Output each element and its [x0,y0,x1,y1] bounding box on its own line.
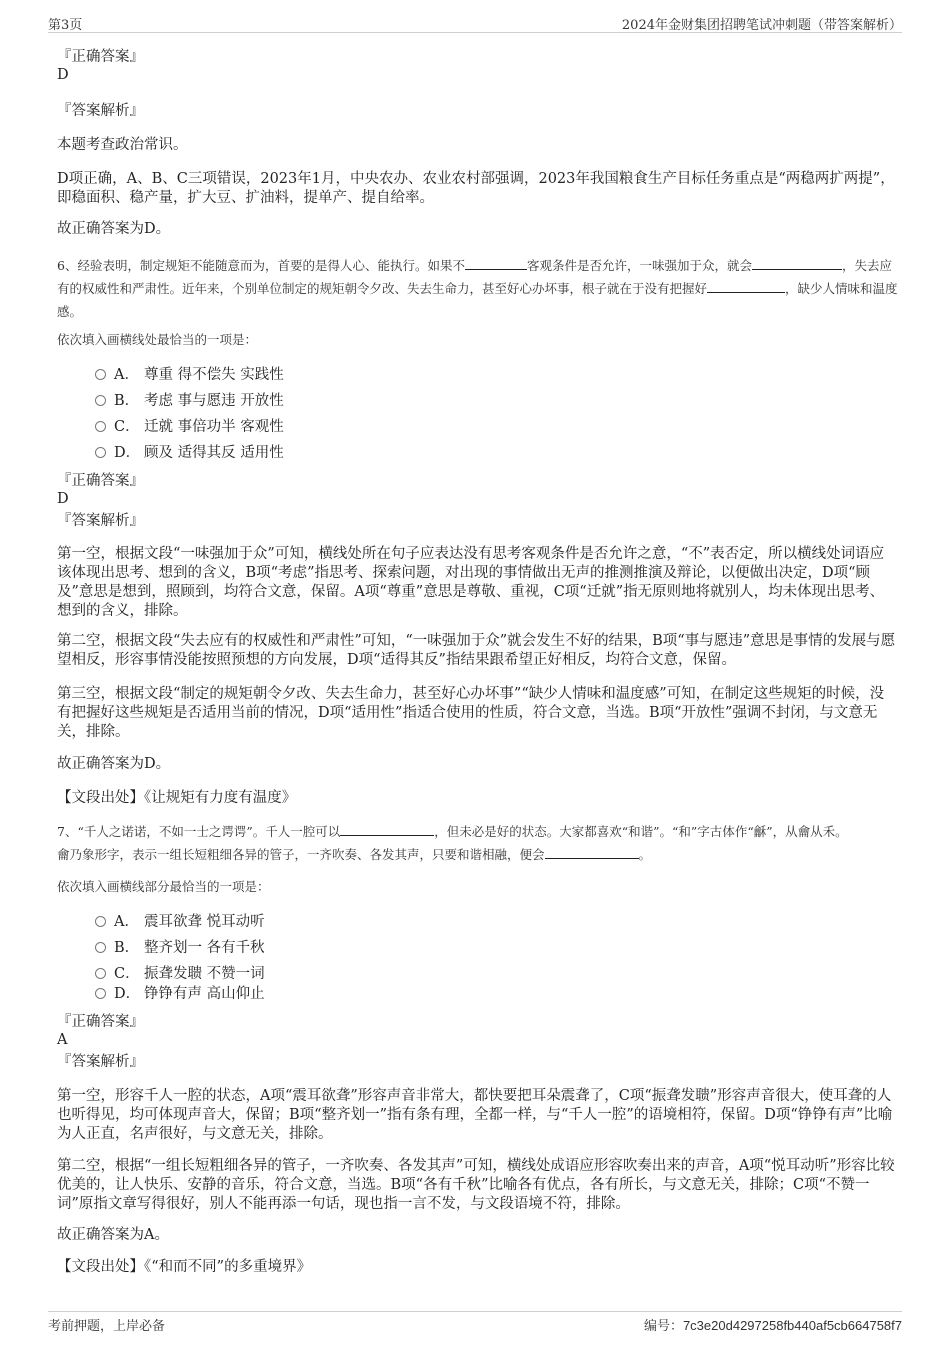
q6-blank-3 [707,278,785,293]
q6-option-d[interactable]: D． 顾及 适得其反 适用性 [95,444,284,463]
q7-option-b[interactable]: B． 整齐划一 各有千秋 [95,939,265,958]
q7-instruction: 依次填入画横线部分最恰当的一项是： [57,879,270,894]
footer-slogan: 考前押题，上岸必备 [48,1319,166,1334]
radio-icon[interactable] [95,395,106,406]
q6-analysis-p1: 第一空，根据文段“一味强加于众”可知，横线处所在句子应表达没有思考客观条件是否允许之意，“不”表否定，所以横线处词语应该体现出思考、想到的含义，B项“考虑”指思考、探索问题，对出现的事情做出无声的推测推演及辩论，以便做出决定，D项“顾及”意思是想到，照顾到，均符合文意，保留。A项“尊重”意思是尊敬、重视，C项“迁就”指无原则地将就别人，均未体现出思考、想到的含义，排除。 [57,546,885,619]
document-title: 2024年金财集团招聘笔试冲刺题（带答案解析） [621,18,902,33]
q6-instruction: 依次填入画横线处最恰当的一项是： [57,332,258,347]
document-code: 编号：7c3e20d4297258fb440af5cb664758f7 [643,1318,902,1334]
q6-analysis-p3: 第三空，根据文段“制定的规矩朝令夕改、失去生命力，甚至好心办坏事”“缺少人情味和温度感”可知，在制定这些规矩的时候，没有把握好这些规矩是否适用当前的情况，D项“适用性”指适合使用的性质，符合文意，当选。B项“开放性”强调不封闭，与文意无关，排除。 [57,686,885,740]
q5-analysis-p2: D项正确，A、B、C三项错误，2023年1月，中央农办、农业农村部强调，2023年我国粮食生产目标任务重点是“两稳两扩两提”，即稳面积、稳产量，扩大豆、扩油料，提单产、提自给率。 [57,171,895,206]
q7-blank-1 [340,821,434,836]
q5-analysis-p1: 本题考查政治常识。 [57,137,188,153]
radio-icon[interactable] [95,421,106,432]
radio-icon[interactable] [95,988,106,999]
q7-conclusion: 故正确答案为A。 [57,1227,169,1243]
q7-option-d[interactable]: D． 铮铮有声 高山仰止 [95,985,265,1004]
q5-conclusion: 故正确答案为D。 [57,221,171,237]
q7-analysis-p1: 第一空，形容千人一腔的状态，A项“震耳欲聋”形容声音非常大，都快要把耳朵震聋了，C项“振聋发聩”形容声音很大，使耳聋的人也听得见，均可体现声音大，保留；B项“整齐划一”指有条有理，全都一样，与“千人一腔”的语境相符，保留。D项“铮铮有声”比喻为人正直，名声很好，与文意无关，排除。 [57,1088,893,1142]
q6-answer: D [57,491,69,507]
q7-blank-2 [545,844,639,859]
q7-analysis-p2: 第二空，根据“一组长短粗细各异的管子，一齐吹奏、各发其声”可知，横线处成语应形容吹奏出来的声音，A项“悦耳动听”形容比较优美的，让人快乐、安静的音乐，符合文意，当选。B项“各有千秋”比喻各有优点，各有所长，与文意无关，排除；C项“不赞一词”原指文章写得很好，别人不能再添一句话，现也指一言不发，与文段语境不符，排除。 [57,1158,895,1212]
q7-answer-label: 『正确答案』 [57,1014,144,1030]
radio-icon[interactable] [95,942,106,953]
q6-analysis-label: 『答案解析』 [57,513,144,529]
q6-analysis-p2: 第二空，根据文段“失去应有的权威性和严肃性”可知，“一味强加于众”就会发生不好的结果，B项“事与愿违”意思是事情的发展与愿望相反，形容事情没能按照预想的方向发展，D项“适得其反”指结果跟希望正好相反，均符合文意，保留。 [57,633,896,668]
q6-blank-2 [752,255,842,270]
q7-analysis-label: 『答案解析』 [57,1054,144,1070]
q6-option-a[interactable]: A． 尊重 得不偿失 实践性 [95,366,284,385]
radio-icon[interactable] [95,916,106,927]
q6-option-b[interactable]: B． 考虑 事与愿违 开放性 [95,392,284,411]
q5-answer: D [57,67,69,83]
radio-icon[interactable] [95,369,106,380]
q6-answer-label: 『正确答案』 [57,473,144,489]
q6-conclusion: 故正确答案为D。 [57,756,171,772]
q7-source: 【文段出处】《“和而不同”的多重境界》 [57,1259,312,1275]
page-header [48,14,902,33]
q7-option-a[interactable]: A． 震耳欲聋 悦耳动听 [95,913,265,932]
q7-stem: 7、“千人之诺诺，不如一士之谔谔”。千人一腔可以 ，但未必是好的状态。大家都喜欢“和谐”。“和”字古体作“龢”，从龠从禾。 龠乃象形字，表示一组长短粗细各异的管子，一齐吹奏、各发其声，只要和谐相融，便会 。 [57,820,902,866]
page-footer [48,1311,902,1334]
radio-icon[interactable] [95,968,106,979]
q6-option-c[interactable]: C． 迁就 事倍功半 客观性 [95,418,284,437]
q5-analysis-label: 『答案解析』 [57,103,144,119]
q6-source: 【文段出处】《让规矩有力度有温度》 [57,790,297,806]
q6-stem: 6、经验表明，制定规矩不能随意而为，首要的是得人心、能执行。如果不 客观条件是否允许，一味强加于众，就会 ，失去应有的权威性和严肃性。近年来，个别单位制定的规矩朝令夕改、失去生命力，甚至好心办坏事，根子就在于没有把握好 ，缺少人情味和温度感。 [57,254,902,323]
q7-option-c[interactable]: C． 振聋发聩 不赞一词 [95,965,265,984]
q6-blank-1 [465,255,527,270]
page-number: 第3页 [48,18,83,33]
q7-answer: A [57,1032,68,1048]
q5-answer-label: 『正确答案』 [57,49,144,65]
radio-icon[interactable] [95,447,106,458]
